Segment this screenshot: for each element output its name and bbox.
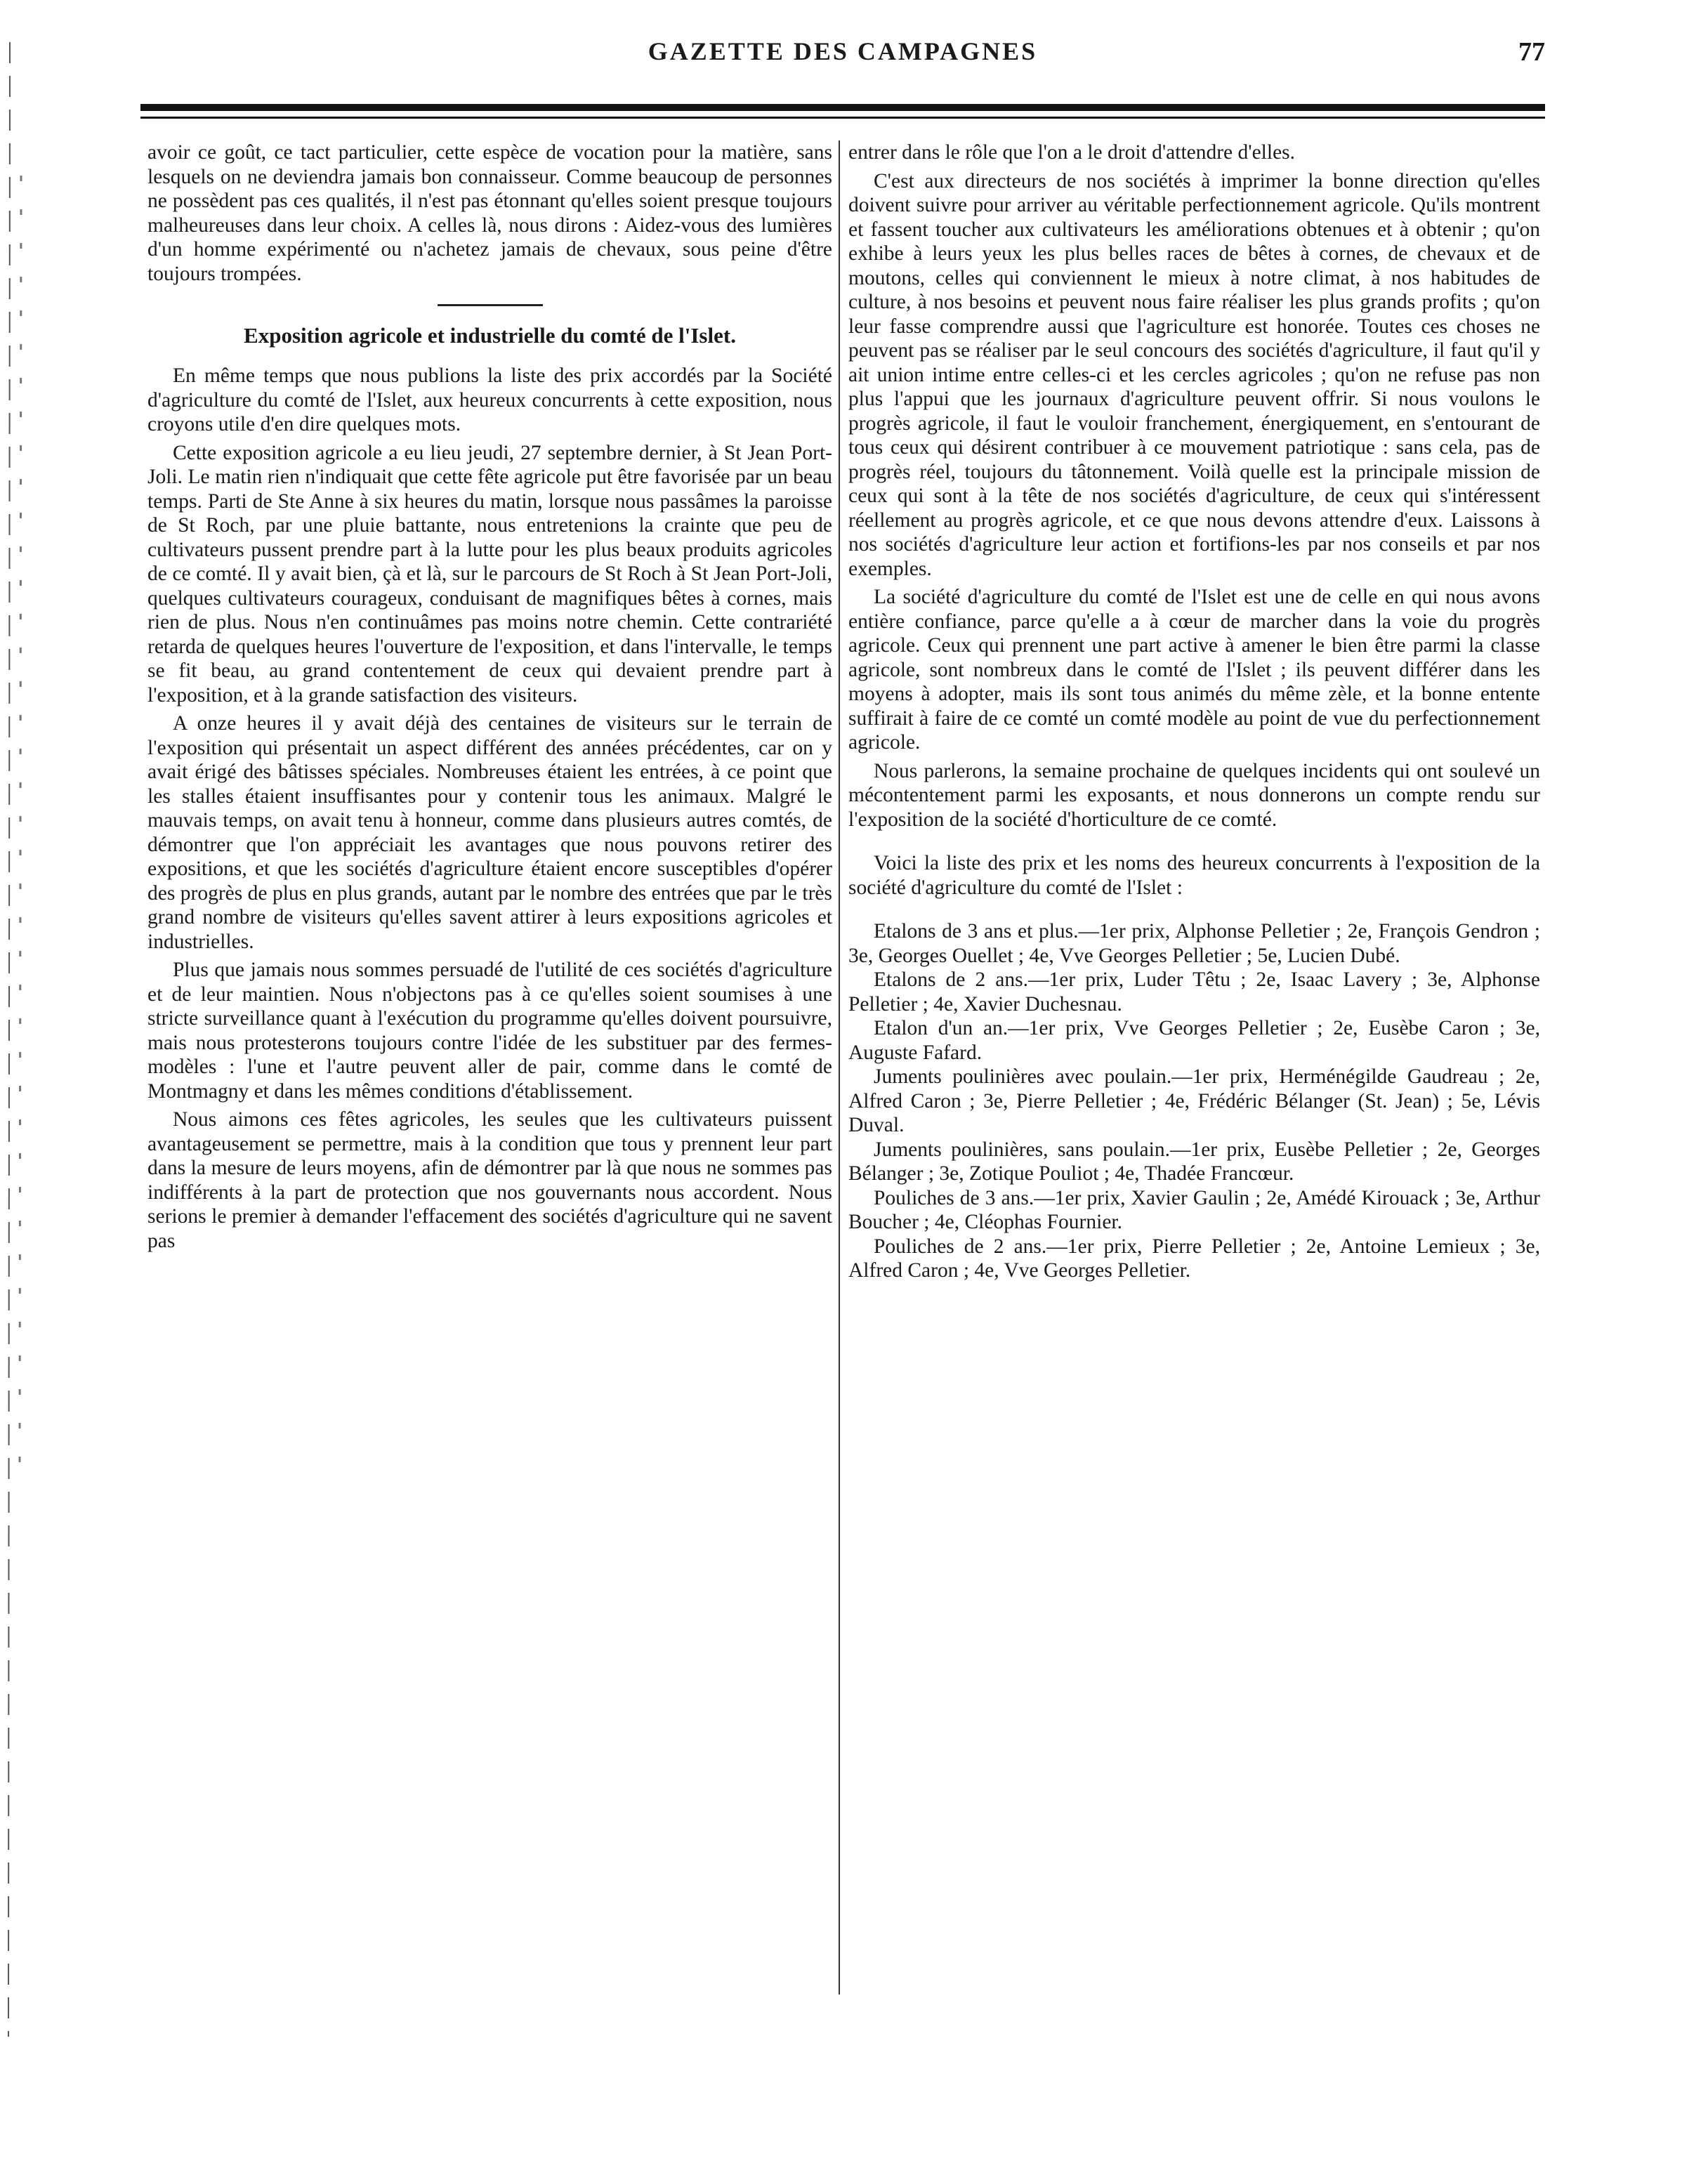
article-paragraph: C'est aux directeurs de nos sociétés à imprimer la bonne direction qu'elles doivent suivre pour arriver au véritable perfectionnement agricole. Qu'ils montrent et fassent toucher aux cultivateurs les améliorations obtenues et à obtenir ; qu'on exhibe à leurs yeux les plus belles races de bêtes à cornes, de chevaux et de moutons, celles qui conviennent le mieux à notre climat, à nos habitudes de culture, à nos besoins et peuvent nous faire réaliser les plus grands profits ; qu'on leur fasse comprendre aussi que l'agriculture est honorée. Toutes ces choses ne peuvent pas se réaliser par le seul concours des sociétés d'agriculture, il faut qu'il y ait union intime entre celles-ci et les cercles agricoles ; qu'on ne refuse pas non plus l'appui que les journaux d'agriculture peuvent offrir. Si nous voulons le progrès agricole, il faut le vouloir franchement, énergiquement, en s'entourant de tous ceux qui désirent contribuer à ce mouvement patriotique : sans cela, pas de progrès réel, toujours du tâtonnement. Voilà quelle est la principale mission de ceux qui sont à la tête de nos sociétés d'agriculture, de ceux qui s'intéressent réellement au progrès agricole, et ce que nous devons attendre d'eux. Laissons à nos sociétés d'agriculture leur action et fortifions-les par nos conseils et par nos exemples. — [848, 169, 1540, 580]
left-column — [147, 140, 832, 1257]
article-paragraph: Nous aimons ces fêtes agricoles, les seules que les cultivateurs puissent avantageusement se permettre, mais à la condition que tous y prennent leur part dans la mesure de leurs moyens, afin de démontrer par là que nous ne sommes pas indifférents à la part de protection que nos gouvernants nous accordent. Nous serions le premier à demander l'effacement des sociétés d'agriculture qui ne savent pas — [147, 1108, 832, 1252]
prize-entry: Etalons de 3 ans et plus.—1er prix, Alphonse Pelletier ; 2e, François Gendron ; 3e, Georges Ouellet ; 4e, Vve Georges Pelletier ; 5e, Lucien Dubé. — [848, 920, 1540, 967]
section-separator — [438, 304, 543, 306]
header-rule-thin — [140, 117, 1545, 119]
article-paragraph: La société d'agriculture du comté de l'Islet est une de celle en qui nous avons entière confiance, parce qu'elle a à cœur de marcher dans la voie du progrès agricole. Ceux qui prennent une part active à amener le bien être parmi la classe agricole, sont nombreux dans le comté de l'Islet ; ils peuvent différer dans les moyens à adopter, mais ils sont tous animés du même zèle, et la bonne entente suffirait à faire de ce comté un comté modèle au point de vue du perfectionnement agricole. — [848, 586, 1540, 754]
header-rule-thick — [140, 104, 1545, 111]
prize-list — [848, 919, 1540, 1283]
section-title: Exposition agricole et industrielle du comté de l'Islet. — [244, 323, 736, 348]
page-number: 77 — [1518, 37, 1545, 67]
page-header — [140, 37, 1545, 79]
article-paragraph: Plus que jamais nous sommes persuadé de l'utilité de ces sociétés d'agriculture et de leur maintien. Nous n'objectons pas à ce qu'elles soient soumises à une stricte surveillance quant à l'exécution du programme qu'elles doivent poursuivre, mais nous protesterons toujours contre l'idée de les substituer par des fermes-modèles : l'une et l'autre peuvent aller de pair, comme dans le comté de Montmagny et dans les mêmes conditions d'établissement. — [147, 959, 832, 1103]
prize-entry: Juments poulinières, sans poulain.—1er prix, Eusèbe Pelletier ; 2e, Georges Bélanger ; 3e, Zotique Pouliot ; 4e, Thadée Francœur. — [848, 1138, 1540, 1185]
prize-entry: Pouliches de 2 ans.—1er prix, Pierre Pelletier ; 2e, Antoine Lemieux ; 3e, Alfred Caron ; 4e, Vve Georges Pelletier. — [848, 1235, 1540, 1282]
article-paragraph: A onze heures il y avait déjà des centaines de visiteurs sur le terrain de l'exposition qui présentait un aspect différent des années précédentes, car on y avait érigé des bâtisses spéciales. Nombreuses étaient les entrées, à ce point que les stalles étaient insuffisantes pour y contenir tous les animaux. Malgré le mauvais temps, on avait tenu à honneur, comme dans plusieurs autres comtés, de démontrer que l'on appréciait les avantages que nous pouvons retirer des expositions, et que les sociétés d'agriculture étaient encore susceptibles d'opérer des progrès de plus en plus grands, autant par le nombre des entrées que par le très grand nombre de visiteurs qu'elles savent attirer à leurs expositions agricoles et industrielles. — [147, 712, 832, 953]
prize-entry: Juments poulinières avec poulain.—1er prix, Herménégilde Gaudreau ; 2e, Alfred Caron ; 3e, Pierre Pelletier ; 4e, Frédéric Bélanger (St. Jean) ; 5e, Lévis Duval. — [848, 1065, 1540, 1136]
prize-entry: Etalon d'un an.—1er prix, Vve Georges Pelletier ; 2e, Eusèbe Caron ; 3e, Auguste Fafard. — [848, 1017, 1540, 1064]
article-paragraph: Nous parlerons, la semaine prochaine de quelques incidents qui ont soulevé un mécontentement parmi les exposants, et nous donnerons un compte rendu sur l'exposition de la société d'horticulture de ce comté. — [848, 759, 1540, 831]
newspaper-title: GAZETTE DES CAMPAGNES — [648, 37, 1038, 65]
right-column — [848, 140, 1540, 1283]
column-divider — [839, 140, 840, 1995]
article-paragraph: En même temps que nous publions la liste des prix accordés par la Société d'agriculture du comté de l'Islet, aux heureux concurrents à cette exposition, nous croyons utile d'en dire quelques mots. — [147, 364, 832, 435]
article-paragraph: Cette exposition agricole a eu lieu jeudi, 27 septembre dernier, à St Jean Port-Joli. Le matin rien n'indiquait que cette fête agricole put être favorisée par un beau temps. Parti de Ste Anne à six heures du matin, lorsque nous passâmes la paroisse de St Roch, par une pluie battante, nous entretenions la crainte que peu de cultivateurs pussent prendre part à la lutte pour les plus beaux produits agricoles de ce comté. Il y avait bien, çà et là, sur le parcours de St Roch à St Jean Port-Joli, quelques cultivateurs courageux, conduisant de magnifiques bêtes à cornes, mais rien de plus. Nous n'en continuâmes pas moins notre chemin. Cette contrariété retarda de quelques heures l'ouverture de l'exposition, et dans l'intervalle, le temps se fit beau, au grand contentement de ceux qui devaient prendre part à l'exposition, et à la grande satisfaction des visiteurs. — [147, 441, 832, 707]
prize-entry: Pouliches de 3 ans.—1er prix, Xavier Gaulin ; 2e, Amédé Kirouack ; 3e, Arthur Boucher ; 4e, Cléophas Fournier. — [848, 1186, 1540, 1233]
scan-margin-marks — [0, 0, 84, 2164]
article-paragraph: entrer dans le rôle que l'on a le droit d'attendre d'elles. — [848, 141, 1296, 164]
prize-list-intro: Voici la liste des prix et les noms des heureux concurrents à l'exposition de la société d'agriculture du comté de l'Islet : — [848, 852, 1540, 899]
prize-entry: Etalons de 2 ans.—1er prix, Luder Têtu ; 2e, Isaac Lavery ; 3e, Alphonse Pelletier ; 4e, Xavier Duchesnau. — [848, 968, 1540, 1016]
intro-paragraph: avoir ce goût, ce tact particulier, cette espèce de vocation pour la matière, sans lesquels on ne deviendra jamais bon connaisseur. Comme beaucoup de personnes ne possèdent pas ces qualités, il n'est pas étonnant qu'elles soient presque toujours malheureuses dans leur choix. A celles là, nous dirons : Aidez-vous des lumières d'un homme expérimenté ou n'achetez jamais de chevaux, sous peine d'être toujours trompées. — [147, 141, 832, 285]
